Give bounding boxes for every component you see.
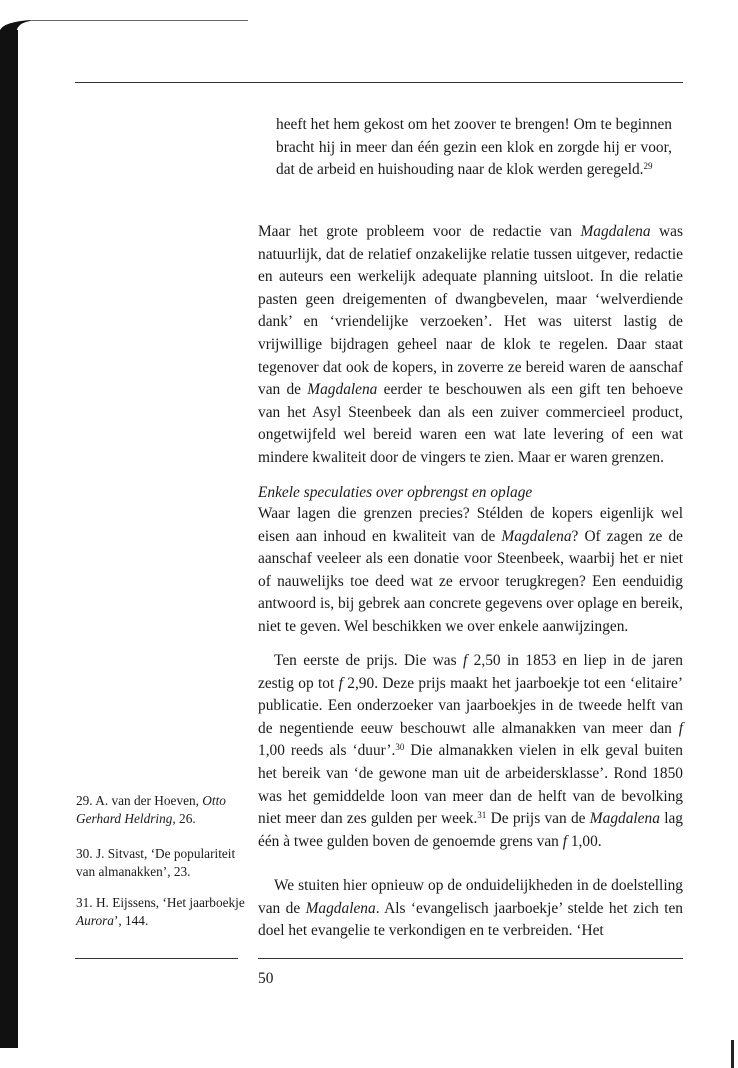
- paragraph-1: Maar het grote probleem voor de redactie van Magdalena was natuurlijk, dat de relatief onzakelijke relatie tussen uitgever, redactie en auteurs een werkelijk adequate planning uitsloot. In die relatie pasten geen dreigementen of dwangbevelen, maar ‘welverdiende dank’ en ‘vriendelijke verzoeken’. Het was uiterst lastig de vrijwillige bijdragen geheel naar de klok te regelen. Daar staat tegenover dat ook de kopers, in zoverre ze bereid waren de aanschaf van de Magdalena eerder te beschouwen als een gift ten behoeve van het Asyl Steenbeek dan als een zuiver commercieel product, ongetwijfeld wel bereid waren een wat late levering of een wat mindere kwaliteit door de vingers te zien. Maar er waren grenzen.: [258, 223, 683, 466]
- footnote-ref-31: 31: [477, 810, 487, 821]
- header-rule: [75, 82, 683, 83]
- paragraph-3: Ten eerste de prijs. Die was f 2,50 in 1853 en liep in de jaren zestig op tot f 2,90. Deze prijs maakt het jaarboekje tot een ‘elitaire’ publicatie. Een onderzoeker van jaarboekjes in de tweede helft van de negentiende eeuw beschouwt alle almanakken van meer dan f 1,00 reeds als ‘duur’.$^{30}$ Die almanakken vielen in elk geval buiten het bereik van ‘de gewone man uit de arbeidersklasse’. Rond 1850 was het gemiddelde loon van meer dan de helft van de bevolking niet meer dan zes gulden per week.$^{31}$ De prijs van de Magdalena lag één à twee gulden boven de genoemde grens van f 1,00.: [258, 652, 683, 850]
- paragraph-4: We stuiten hier opnieuw op de onduidelijkheden in de doelstelling van de Magdalena. Als ‘evangelisch jaarboekje’ stelde het zich ten doel het evangelie te verkondigen en te verbreiden. ‘Het: [258, 877, 683, 940]
- footer-rule: [258, 958, 683, 959]
- footnote-ref-30: 30: [395, 742, 405, 753]
- block-quote: heeft het hem gekost om het zoover te brengen! Om te beginnen bracht hij in meer dan één gezin een klok en zorgde hij er voor, dat de arbeid en huishouding naar de klok werden geregeld.$^{29}$: [276, 116, 672, 179]
- footnote-rule: [75, 958, 238, 959]
- scan-border-left: [0, 30, 18, 1048]
- footnote-ref-29: 29: [643, 161, 653, 172]
- footnote-29: 29. A. van der Hoeven, Otto Gerhard Heldring, 26.: [76, 793, 226, 826]
- section-heading: Enkele speculaties over opbrengst en oplage: [258, 484, 533, 501]
- footnote-30: 30. J. Sitvast, ‘De populariteit van almanakken’, 23.: [76, 846, 236, 879]
- paragraph-2: Waar lagen die grenzen precies? Stélden de kopers eigenlijk wel eisen aan inhoud en kwaliteit van de Magdalena? Of zagen ze de aanschaf veeleer als een donatie voor Steenbeek, waarbij het er niet of nauwelijks toe deed wat ze ervoor terugkregen? Een eenduidig antwoord is, bij gebrek aan concrete gegevens over oplage en bereik, niet te geven. Wel beschikken we over enkele aanwijzingen.: [258, 505, 683, 635]
- scan-border-top: [30, 20, 248, 21]
- page-number: 50: [258, 970, 274, 987]
- scan-border-right: [731, 1040, 734, 1068]
- footnote-31: 31. H. Eijssens, ‘Het jaarboekje Aurora’, 144.: [76, 895, 245, 928]
